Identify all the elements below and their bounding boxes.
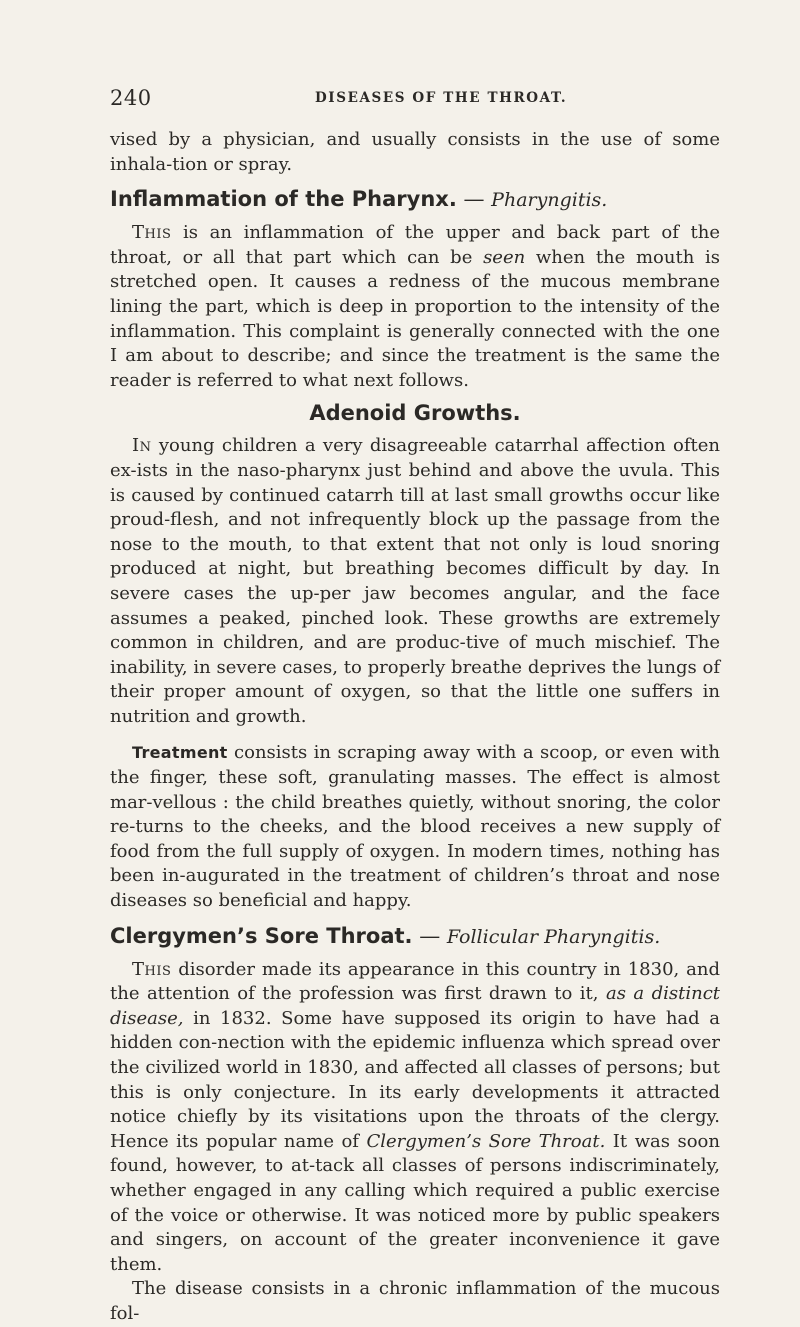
lead-word: This [132, 958, 172, 980]
running-head [110, 86, 720, 110]
paragraph-text: is an inflammation of the upper and back part of the throat, or all that part which can be [110, 222, 720, 268]
heading-text: Inflammation of the Pharynx. [110, 187, 457, 212]
heading-dash: — [412, 923, 447, 948]
paragraph-adenoid [110, 434, 720, 729]
heading-subtitle: Pharyngitis. [491, 189, 608, 212]
paragraph-text: consists in scraping away with a scoop, or even with the finger, these soft, granulating masses. The effect is almost mar-vellous : the child breathes quietly, without snoring, the color re-turns to the cheeks, and the blood receives a new supply of food from the full supply of oxygen. In modern times, nothing has been in-augurated in the treatment of children’s throat and nose diseases so beneficial and happy. [110, 742, 720, 912]
running-title: DISEASES OF THE THROAT. [315, 90, 568, 106]
paragraph-continuation: vised by a physician, and usually consists in the use of some inhala-tion or spray. [110, 129, 720, 175]
emphasis-text: Clergymen’s Sore Throat. [366, 1130, 606, 1152]
heading-text: Clergymen’s Sore Throat. [110, 923, 413, 948]
treatment-lead: Treatment [132, 743, 228, 763]
page-body [110, 128, 720, 1327]
paragraph-gap [110, 729, 720, 741]
emphasis-text: as a distinct disease, [110, 983, 721, 1029]
heading-dash: — [456, 187, 492, 212]
paragraph-text: when the mouth is stretched open. It causes a redness of the mucous membrane lining the part, which is deep in proportion to the intensity of the inflammation. This complaint is generally connected with the one I am about to describe; and since the treatment is the same the reader is referred to what next follows. [110, 246, 721, 391]
emphasis-text: seen [483, 246, 526, 268]
paragraph-clergymen [110, 958, 720, 1278]
lead-word: This [132, 222, 172, 244]
paragraph-clergymen-continued: The disease consists in a chronic inflammation of the mucous fol- [110, 1278, 720, 1324]
section-heading-clergymen [110, 921, 720, 952]
paragraph-treatment [110, 741, 720, 913]
heading-subtitle: Follicular Pharyngitis. [446, 925, 661, 948]
section-heading-pharyngitis [110, 184, 720, 215]
paragraph-text: in 1832. Some have supposed its origin to have had a hidden con-nection with the epidemic influenza which spread over the civilized world in 1830, and affected all classes of persons; but this is only conjecture. In its early developments it attracted notice chiefly by its visitations upon the throats of the clergy. Hence its popular name of [110, 1007, 720, 1152]
page-number: 240 [110, 86, 152, 110]
paragraph-text: young children a very disagreeable catarrhal affection often ex-ists in the naso-pharynx just behind and above the uvula. This is caused by continued catarrh till at last small growths occur like proud-flesh, and not infrequently block up the passage from the nose to the mouth, to that extent that not only is loud snoring produced at night, but breathing becomes difficult by day. In severe cases the up-per jaw becomes angular, and the face assumes a peaked, pinched look. These growths are extremely common in children, and are produc-tive of much mischief. The inability, in severe cases, to properly breathe deprives the lungs of their proper amount of oxygen, so that the little one suffers in nutrition and growth. [110, 435, 720, 727]
paragraph-text: disorder made its appearance in this country in 1830, and the attention of the profession was first drawn to it, [110, 958, 720, 1005]
paragraph-pharyngitis [110, 221, 720, 393]
lead-word: In [132, 435, 152, 457]
paragraph-text: It was soon found, however, to at-tack all classes of persons indiscriminately, whether engaged in any calling which required a public exercise of the voice or otherwise. It was noticed more by public speakers and singers, on account of the greater inconvenience it gave them. [110, 1130, 720, 1275]
section-heading-adenoid: Adenoid Growths. [309, 401, 521, 426]
